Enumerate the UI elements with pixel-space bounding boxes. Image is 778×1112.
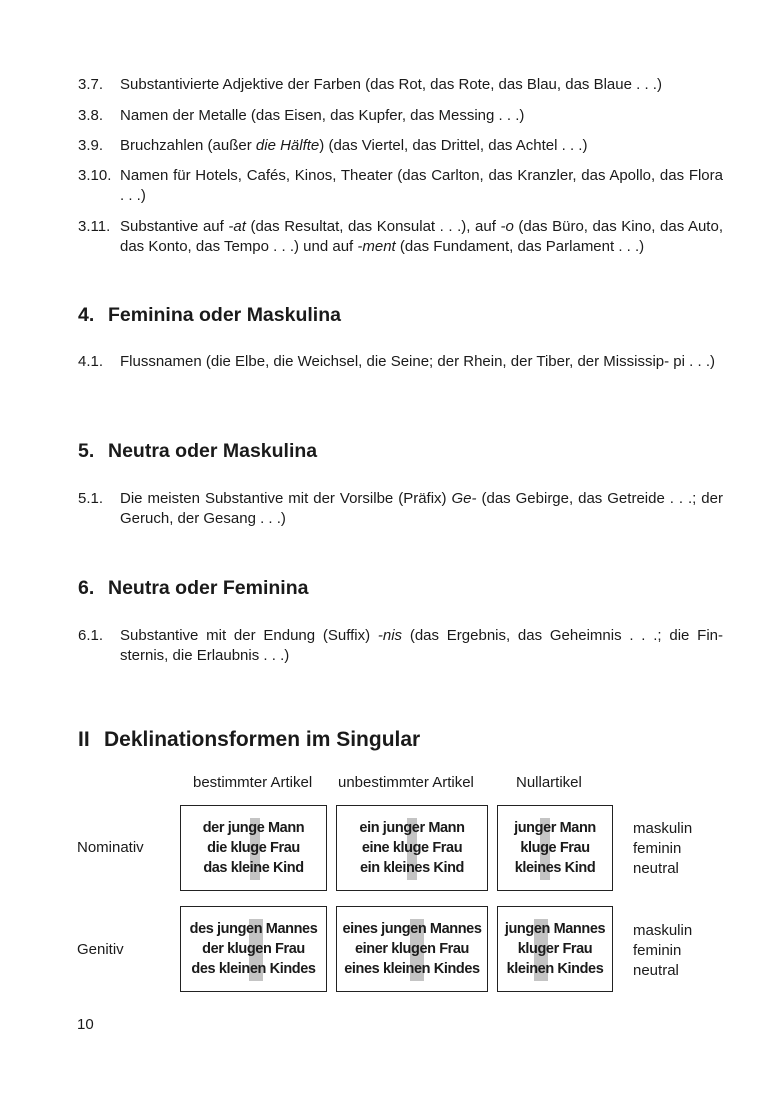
column-header-definite: bestimmter Artikel [193,774,313,791]
list-item [78,489,723,529]
item-text: Flussnamen (die Elbe, die Weichsel, die Seine; der Rhein, der Tiber, der Mississip- pi . . .) [120,353,715,370]
gender-labels: maskulin feminin neutral [633,820,693,877]
list-item [78,626,723,666]
genitiv-null-box [497,906,613,992]
genitiv-definite-box [180,906,327,992]
declension-line: eine kluge Frau [361,840,463,856]
list-item [78,166,723,206]
nominativ-null-box [497,805,613,891]
declension-line: der klugen Frau [202,941,305,957]
item-text: Namen für Hotels, Cafés, Kinos, Theater (das Carlton, das Kranzler, das Apollo, das Flora . . .) [120,167,723,204]
declension-line: ein junger Mann [359,820,465,836]
declension-line: ein kleines Kind [360,860,464,876]
column-header-indefinite: unbestimmter Artikel [338,774,474,791]
declension-line: der junge Mann [202,820,305,836]
declension-line: jungen Mannes [504,921,606,937]
declension-line: eines kleinen Kindes [344,961,480,977]
section-heading: 4. Feminina oder Maskulina [78,304,341,326]
list-item [78,352,723,372]
list-item [78,106,723,126]
item-number: 3.10. [78,167,112,184]
section-heading: 5. Neutra oder Maskulina [78,440,318,462]
list-item [78,217,723,257]
declension-line: kluge Frau [520,840,590,856]
item-number: 3.8. [78,107,104,124]
gender-labels: maskulin feminin neutral [633,922,693,979]
item-text: Substantive auf -at (das Resultat, das Konsulat . . .), auf -o (das Büro, das Kino, das Auto, das Konto, das Tempo . . .) und auf -ment (das Fundament, das Parlament . . .) [120,218,723,255]
declension-line: das kleine Kind [203,860,304,876]
genitiv-indefinite-box [336,906,488,992]
list-item [78,136,723,156]
nominativ-indefinite-box [336,805,488,891]
declension-line: kleinen Kindes [506,961,604,977]
item-number: 4.1. [78,353,104,370]
section-heading: 6. Neutra oder Feminina [78,577,309,599]
item-number: 3.7. [78,76,104,93]
declension-line: junger Mann [514,820,596,836]
item-number: 3.9. [78,137,104,154]
nominativ-definite-box [180,805,327,891]
item-text: Substantivierte Adjektive der Farben (das Rot, das Rote, das Blau, das Blaue . . .) [120,76,662,93]
declension-line: eines jungen Mannes [342,921,482,937]
item-number: 6.1. [78,627,104,644]
page-number: 10 [77,1016,94,1033]
item-number: 3.11. [78,218,111,235]
row-label-nominativ: Nominativ [77,839,144,856]
item-text: Bruchzahlen (außer die Hälfte) (das Viertel, das Drittel, das Achtel . . .) [120,137,588,154]
item-text: Die meisten Substantive mit der Vorsilbe (Präfix) Ge- (das Gebirge, das Getreide . . .; der Geruch, der Gesang . . .) [120,490,723,527]
declension-line: des jungen Mannes [189,921,318,937]
list-item [78,75,723,95]
declension-line: kluger Frau [517,941,593,957]
item-number: 5.1. [78,490,104,507]
row-label-genitiv: Genitiv [77,941,124,958]
part-heading: II Deklinationsformen im Singular [78,728,421,751]
declension-line: einer klugen Frau [354,941,470,957]
item-text: Substantive mit der Endung (Suffix) -nis (das Ergebnis, das Geheimnis . . .; die Fin- sternis, die Erlaubnis . . .) [120,627,723,664]
item-text: Namen der Metalle (das Eisen, das Kupfer, das Messing . . .) [120,107,525,124]
declension-line: die kluge Frau [207,840,300,856]
declension-line: des kleinen Kindes [191,961,316,977]
column-header-null: Nullartikel [516,774,582,791]
declension-line: kleines Kind [514,860,596,876]
